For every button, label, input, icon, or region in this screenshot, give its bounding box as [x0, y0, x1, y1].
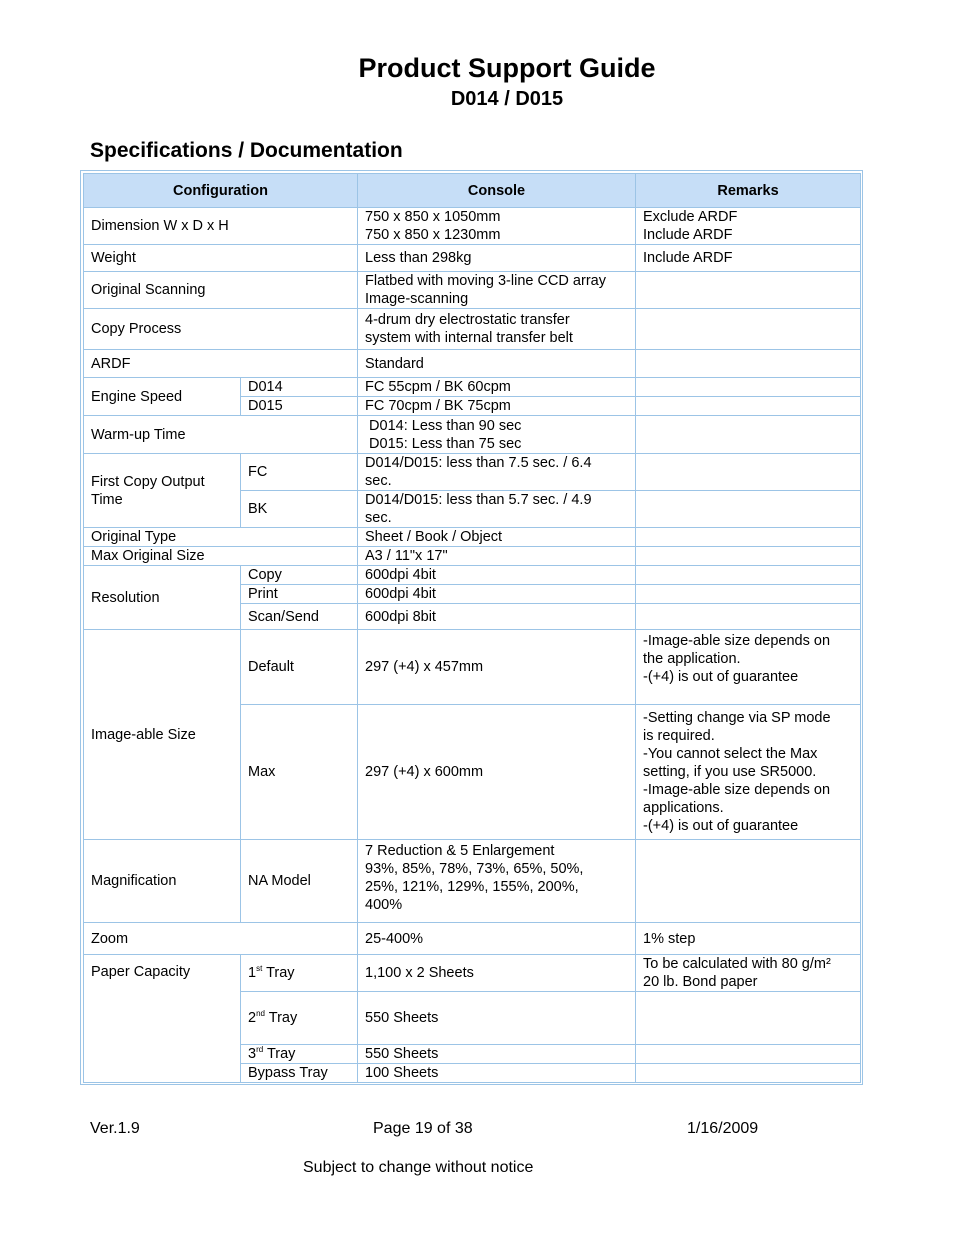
- cell-empty: [636, 604, 861, 630]
- cell-empty: [636, 547, 861, 566]
- cell-line: 25%, 121%, 129%, 155%, 200%,: [365, 879, 579, 895]
- cell-first-copy-console: [358, 454, 636, 491]
- section-title: Specifications / Documentation: [90, 139, 403, 162]
- cell-line: setting, if you use SR5000.: [643, 764, 817, 780]
- row-label-imageable-size: Image-able Size: [84, 630, 241, 840]
- cell-line: 7 Reduction & 5 Enlargement: [365, 843, 555, 859]
- cell-max-original-size-console: A3 / 11"x 17": [358, 547, 636, 566]
- cell-imageable-max-remarks: [636, 705, 861, 840]
- row-label-dimension: Dimension W x D x H: [84, 208, 358, 245]
- tray-ordinal: st: [256, 964, 263, 973]
- table-row: [84, 416, 861, 454]
- tray-number: 3: [248, 1046, 257, 1062]
- cell-line: sec.: [365, 510, 392, 526]
- header-configuration: Configuration: [84, 174, 358, 208]
- table-row: [84, 566, 861, 585]
- tray-ordinal: nd: [256, 1009, 265, 1018]
- page-title: Product Support Guide: [358, 53, 656, 83]
- cell-copy-process-console: [358, 309, 636, 350]
- spec-table-frame: [80, 170, 863, 1085]
- cell-line: Image-scanning: [365, 291, 469, 307]
- row-label-original-scanning: Original Scanning: [84, 272, 358, 309]
- cell-empty: [636, 528, 861, 547]
- cell-empty: [636, 378, 861, 397]
- cell-resolution-console: 600dpi 4bit: [358, 566, 636, 585]
- cell-zoom-remarks: 1% step: [636, 923, 861, 955]
- cell-engine-speed-console: FC 55cpm / BK 60cpm: [358, 378, 636, 397]
- cell-sub-label: Copy: [241, 566, 358, 585]
- spec-table: [83, 173, 861, 1083]
- row-label-resolution: Resolution: [84, 566, 241, 630]
- cell-empty: [636, 272, 861, 309]
- cell-tray2-console: 550 Sheets: [358, 992, 636, 1045]
- footer-page-number: Page 19 of 38: [373, 1120, 473, 1137]
- table-row: [84, 955, 861, 992]
- tray-number: 1: [248, 965, 257, 981]
- cell-empty: [636, 491, 861, 528]
- table-row: [84, 272, 861, 309]
- cell-sub-label: Max: [241, 705, 358, 840]
- cell-empty: [636, 585, 861, 604]
- cell-line: 750 x 850 x 1050mm: [365, 209, 501, 225]
- cell-empty: [636, 992, 861, 1045]
- cell-line: the application.: [643, 651, 741, 667]
- cell-bypass-console: 100 Sheets: [358, 1064, 636, 1083]
- cell-line: Include ARDF: [643, 227, 733, 243]
- cell-dimension-console: [358, 208, 636, 245]
- cell-line: is required.: [643, 728, 715, 744]
- cell-line: 93%, 85%, 78%, 73%, 65%, 50%,: [365, 861, 584, 877]
- table-row: [84, 923, 861, 955]
- table-row: [84, 245, 861, 272]
- cell-line: -Image-able size depends on: [643, 782, 831, 798]
- cell-magnification-console: [358, 840, 636, 923]
- cell-line: 400%: [365, 897, 403, 913]
- cell-line: 20 lb. Bond paper: [643, 974, 758, 990]
- tray-word: Tray: [262, 965, 295, 981]
- table-row: [84, 528, 861, 547]
- cell-original-scanning-console: [358, 272, 636, 309]
- tray-word: Tray: [263, 1046, 296, 1062]
- cell-line: -Setting change via SP mode: [643, 710, 831, 726]
- cell-original-type-console: Sheet / Book / Object: [358, 528, 636, 547]
- page-subtitle: D014 / D015: [450, 88, 564, 110]
- cell-sub-label: BK: [241, 491, 358, 528]
- row-label-original-type: Original Type: [84, 528, 358, 547]
- cell-dimension-remarks: [636, 208, 861, 245]
- cell-empty: [636, 1045, 861, 1064]
- cell-sub-label: NA Model: [241, 840, 358, 923]
- cell-sub-label: D014: [241, 378, 358, 397]
- row-label-copy-process: Copy Process: [84, 309, 358, 350]
- cell-tray1-console: 1,100 x 2 Sheets: [358, 955, 636, 992]
- cell-line: -You cannot select the Max: [643, 746, 818, 762]
- cell-line: D014/D015: less than 7.5 sec. / 6.4: [365, 455, 592, 471]
- row-label-weight: Weight: [84, 245, 358, 272]
- cell-line: First Copy Output: [91, 473, 205, 490]
- cell-empty: [636, 416, 861, 454]
- cell-line: sec.: [365, 473, 392, 489]
- table-row: [84, 630, 861, 705]
- table-row: [84, 309, 861, 350]
- tray-ordinal: rd: [256, 1045, 264, 1054]
- footer-notice: Subject to change without notice: [303, 1159, 534, 1176]
- cell-sub-label: FC: [241, 454, 358, 491]
- cell-line: -(+4) is out of guarantee: [643, 669, 799, 685]
- cell-empty: [636, 350, 861, 378]
- cell-zoom-console: 25-400%: [358, 923, 636, 955]
- row-label-magnification: Magnification: [84, 840, 241, 923]
- table-row: [84, 378, 861, 397]
- cell-line: 4-drum dry electrostatic transfer: [365, 312, 570, 328]
- cell-line: D014/D015: less than 5.7 sec. / 4.9: [365, 492, 592, 508]
- footer-date: 1/16/2009: [687, 1120, 759, 1137]
- cell-warmup-console: [358, 416, 636, 454]
- cell-imageable-default-remarks: [636, 630, 861, 705]
- cell-empty: [636, 840, 861, 923]
- cell-sub-label: Scan/Send: [241, 604, 358, 630]
- cell-sub-label-tray3: [241, 1045, 358, 1064]
- cell-weight-console: Less than 298kg: [358, 245, 636, 272]
- footer-version: Ver.1.9: [90, 1120, 140, 1137]
- cell-line: Exclude ARDF: [643, 209, 738, 225]
- cell-line: -(+4) is out of guarantee: [643, 818, 799, 834]
- cell-sub-label: Default: [241, 630, 358, 705]
- cell-line: system with internal transfer belt: [365, 330, 573, 346]
- cell-line: To be calculated with 80 g/m²: [643, 956, 831, 972]
- cell-empty: [636, 1064, 861, 1083]
- cell-imageable-max-console: 297 (+4) x 600mm: [358, 705, 636, 840]
- row-label-paper-capacity: Paper Capacity: [84, 955, 241, 1083]
- cell-weight-remarks: Include ARDF: [636, 245, 861, 272]
- cell-sub-label-bypass: Bypass Tray: [241, 1064, 358, 1083]
- cell-engine-speed-console: FC 70cpm / BK 75cpm: [358, 397, 636, 416]
- header-console: Console: [358, 174, 636, 208]
- cell-empty: [636, 566, 861, 585]
- row-label-first-copy: [84, 454, 241, 528]
- cell-resolution-console: 600dpi 8bit: [358, 604, 636, 630]
- header-remarks: Remarks: [636, 174, 861, 208]
- cell-sub-label: D015: [241, 397, 358, 416]
- cell-line: D014: Less than 90 sec: [365, 417, 522, 434]
- cell-resolution-console: 600dpi 4bit: [358, 585, 636, 604]
- cell-sub-label: Print: [241, 585, 358, 604]
- table-row: [84, 208, 861, 245]
- table-header-row: [84, 174, 861, 208]
- cell-empty: [636, 454, 861, 491]
- table-row: [84, 454, 861, 491]
- cell-line: D015: Less than 75 sec: [365, 435, 522, 452]
- cell-sub-label-tray1: [241, 955, 358, 992]
- cell-line: -Image-able size depends on: [643, 633, 831, 649]
- row-label-engine-speed: Engine Speed: [84, 378, 241, 416]
- cell-empty: [636, 309, 861, 350]
- row-label-warmup: Warm-up Time: [84, 416, 358, 454]
- cell-tray1-remarks: [636, 955, 861, 992]
- cell-line: 750 x 850 x 1230mm: [365, 227, 501, 243]
- table-row: [84, 547, 861, 566]
- cell-line: Time: [91, 491, 123, 508]
- tray-number: 2: [248, 1010, 257, 1026]
- cell-ardf-console: Standard: [358, 350, 636, 378]
- row-label-zoom: Zoom: [84, 923, 358, 955]
- row-label-max-original-size: Max Original Size: [84, 547, 358, 566]
- cell-first-copy-console: [358, 491, 636, 528]
- cell-sub-label-tray2: [241, 992, 358, 1045]
- cell-imageable-default-console: 297 (+4) x 457mm: [358, 630, 636, 705]
- cell-tray3-console: 550 Sheets: [358, 1045, 636, 1064]
- cell-empty: [636, 397, 861, 416]
- tray-word: Tray: [264, 1010, 298, 1026]
- cell-line: Flatbed with moving 3-line CCD array: [365, 273, 606, 289]
- cell-line: applications.: [643, 800, 724, 816]
- table-row: [84, 840, 861, 923]
- row-label-ardf: ARDF: [84, 350, 358, 378]
- table-row: [84, 350, 861, 378]
